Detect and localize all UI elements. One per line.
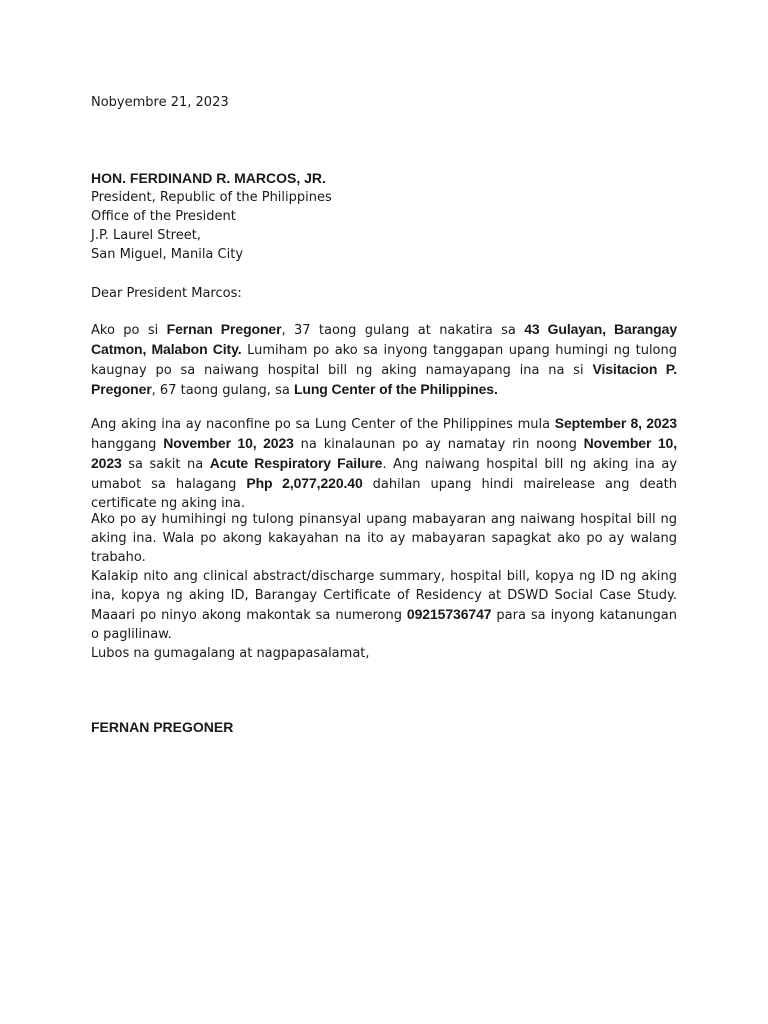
paragraph-request: Ako po ay humihingi ng tulong pinansyal upang mabayaran ang naiwang hospital bill ng aking ina. Wala po akong kakayahan na ito ay mabayaran sapagkat ako po ay walang trabaho. — [91, 512, 677, 565]
paragraph-text: Ang aking ina ay naconfine po sa Lung Center of the Philippines mula — [91, 417, 555, 432]
hospital-name: Lung Center of the Philippines. — [293, 381, 498, 397]
paragraph-attachments — [91, 567, 677, 644]
recipient-city: San Miguel, Manila City — [91, 247, 244, 262]
recipient-block — [91, 169, 677, 264]
cause-of-death: Acute Respiratory Failure — [209, 455, 383, 471]
salutation: Dear President Marcos: — [91, 286, 242, 301]
paragraph-text: na kinalaunan po ay namatay rin noong — [293, 437, 584, 452]
sender-address: 43 Gulayan, Barangay Catmon, Malabon City. — [91, 321, 677, 357]
mother-name: Visitacion P. Pregoner — [91, 361, 678, 397]
paragraph-text: sa sakit na — [121, 457, 210, 472]
death-date: November 10, 2023 — [91, 435, 678, 471]
paragraph-text: Ako po si — [91, 323, 167, 338]
paragraph-text: dahilan upang hindi mairelease ang death certificate ng aking ina. — [91, 477, 677, 511]
bill-amount: Php 2,077,220.40 — [246, 475, 363, 491]
recipient-office: Office of the President — [91, 209, 236, 224]
paragraph-confinement — [91, 414, 677, 513]
paragraph-text: hanggang — [91, 437, 164, 452]
paragraph-text: . Ang naiwang hospital bill ng aking ina ay umabot sa halagang — [91, 457, 678, 492]
letter-date: Nobyembre 21, 2023 — [91, 95, 229, 110]
paragraph-text: Lumiham po ako sa inyong tanggapan upang humingi ng tulong kaugnay po sa naiwang hospital bill ng aking namayapang ina na si — [91, 343, 678, 378]
paragraph-text: , 37 taong gulang at nakatira sa — [281, 323, 525, 338]
paragraph-text: Kalakip nito ang clinical abstract/discharge summary, hospital bill, kopya ng ID ng aking ina, kopya ng aking ID, Barangay Certificate of Residency at DSWD Social Case Study. Maaari po ninyo akong makontak sa numerong — [91, 569, 677, 623]
recipient-street: J.P. Laurel Street, — [91, 228, 201, 243]
admission-date: September 8, 2023 — [554, 415, 677, 431]
contact-number: 09215736747 — [406, 606, 492, 622]
closing: Lubos na gumagalang at nagpapasalamat, — [91, 646, 370, 661]
signature-name: FERNAN PREGONER — [91, 719, 234, 735]
paragraph-introduction — [91, 320, 677, 400]
recipient-title: President, Republic of the Philippines — [91, 190, 332, 205]
sender-name: Fernan Pregoner — [166, 321, 282, 337]
recipient-name: HON. FERDINAND R. MARCOS, JR. — [91, 170, 326, 186]
discharge-date: November 10, 2023 — [163, 435, 294, 451]
paragraph-text: para sa inyong katanungan o paglilinaw. — [91, 608, 677, 642]
paragraph-text: , 67 taong gulang, sa — [151, 383, 294, 398]
